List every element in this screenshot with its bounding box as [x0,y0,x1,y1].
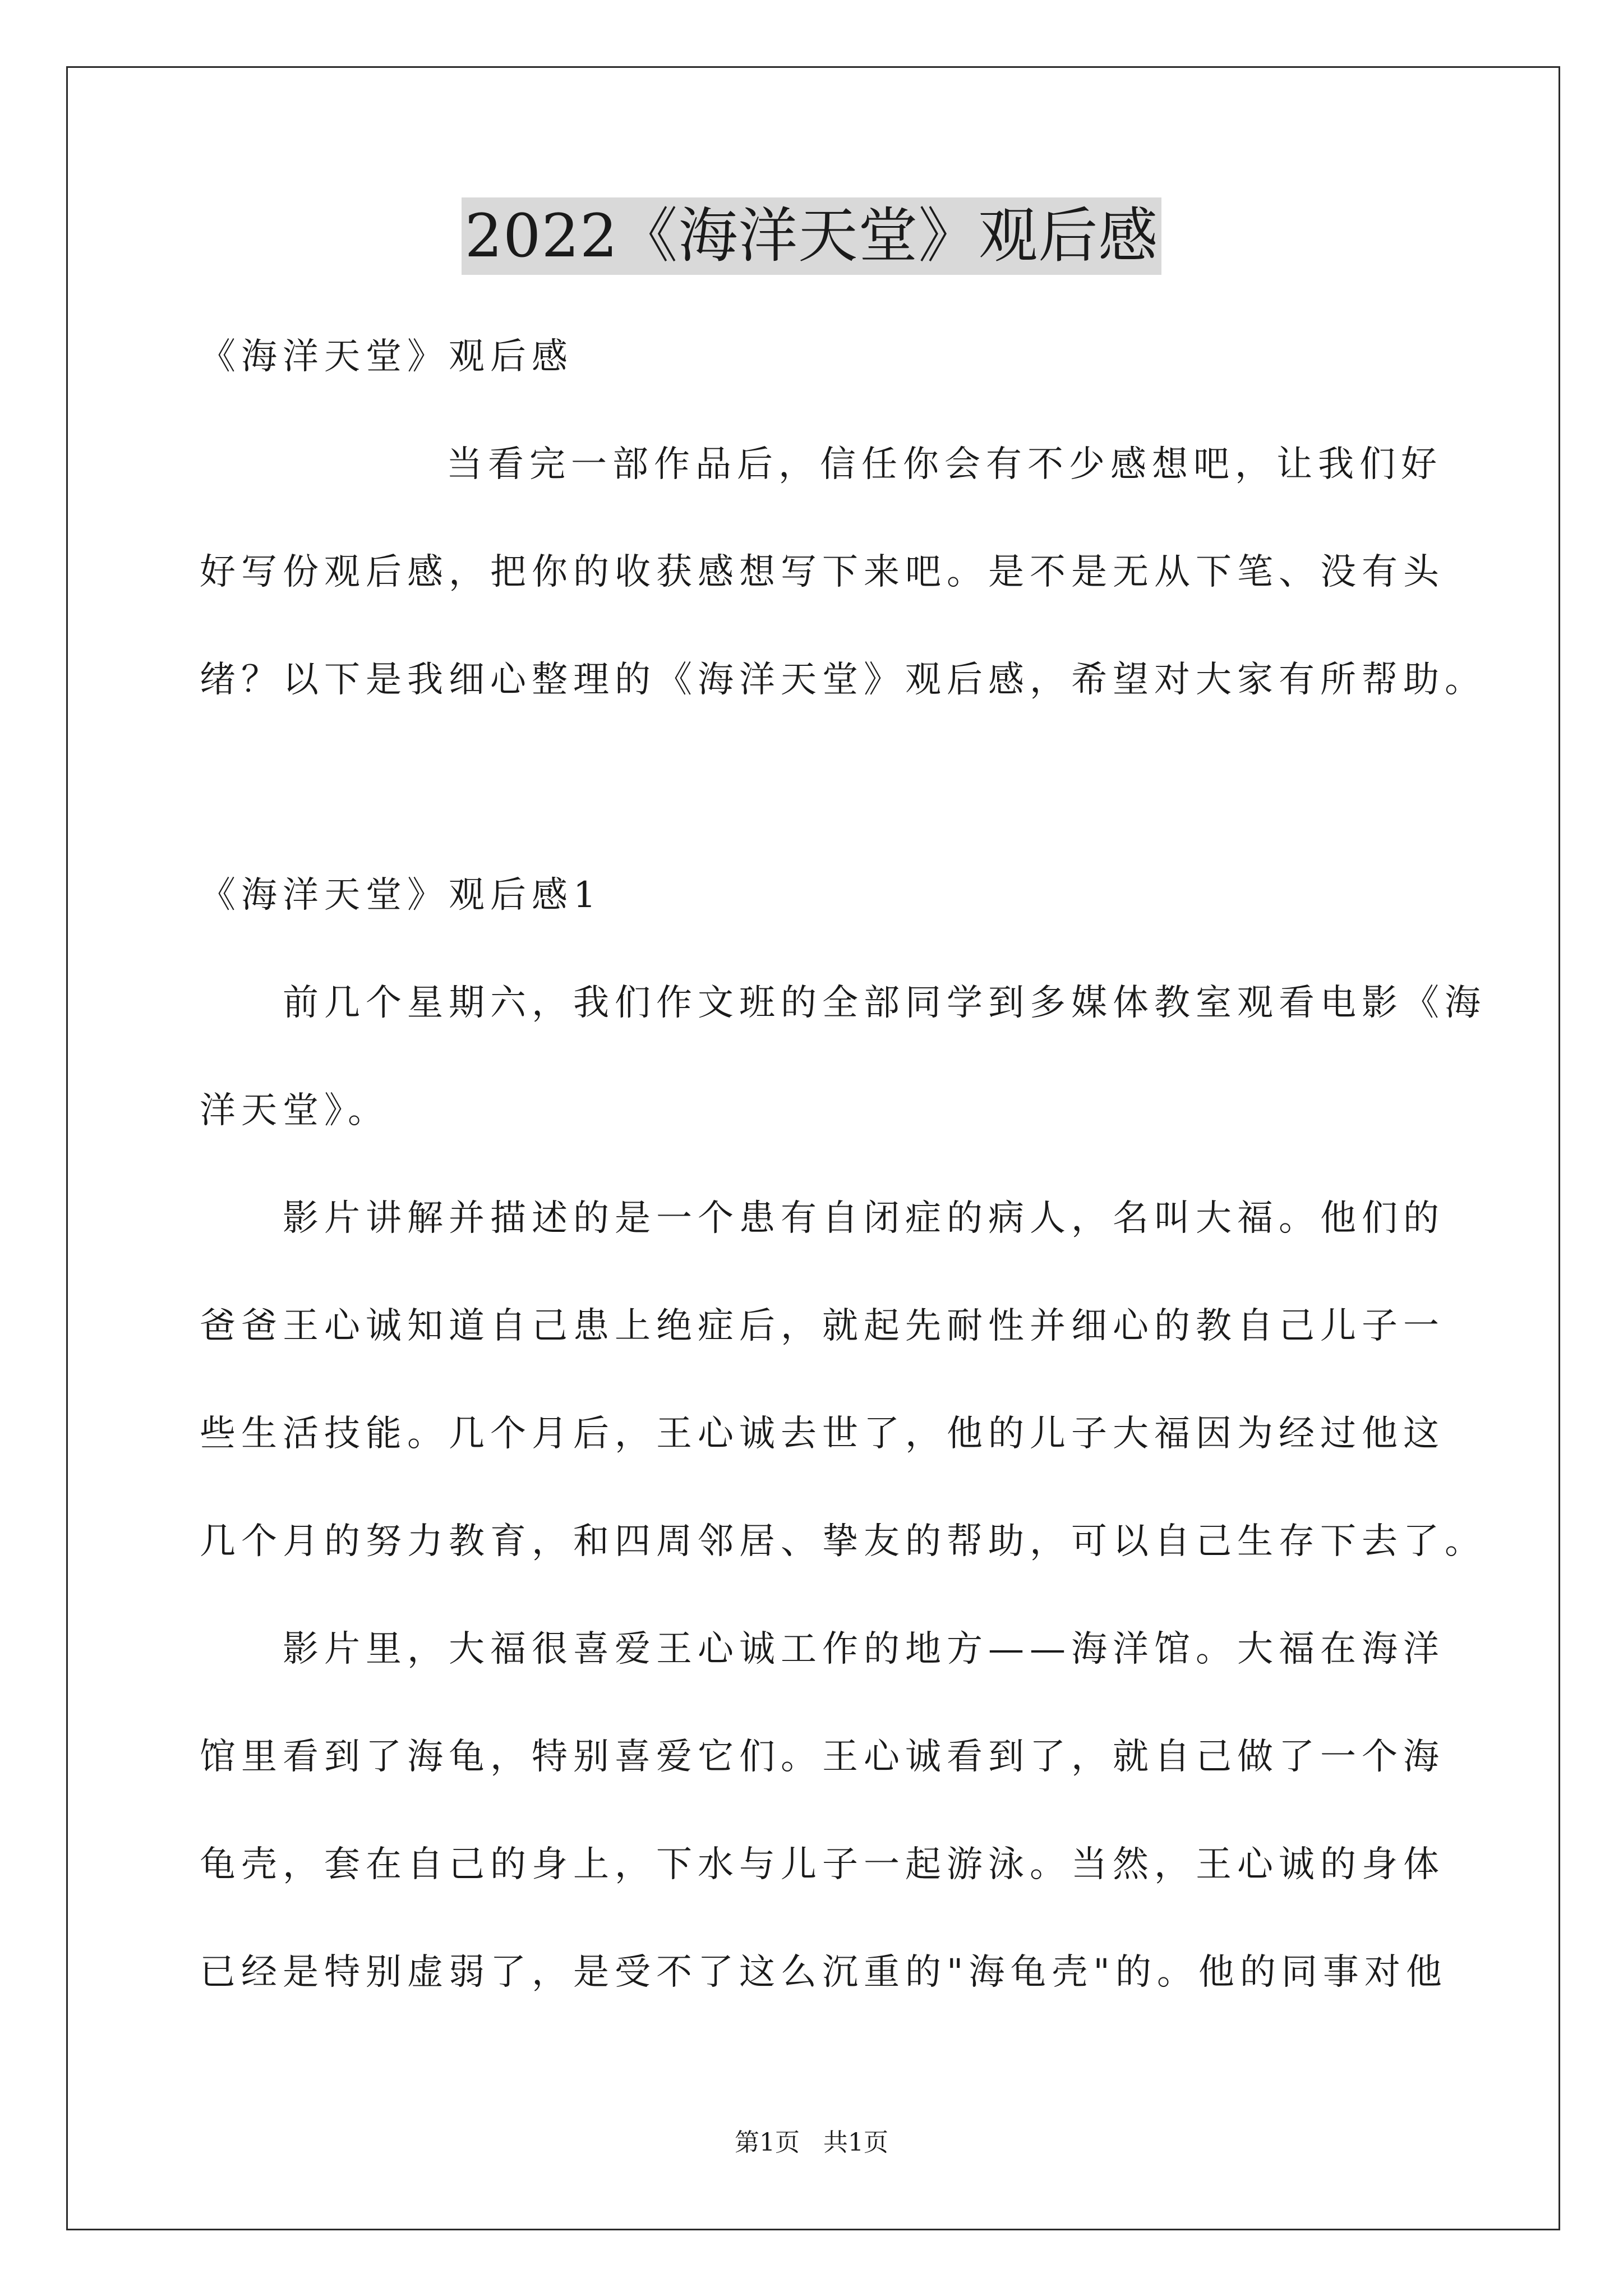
paragraph-1-line-1: 前几个星期六，我们作文班的全部同学到多媒体教室观看电影《海 [283,982,1486,1024]
section-heading-1: 《海洋天堂》观后感1 [200,875,602,916]
paragraph-3-line-3: 龟壳，套在自己的身上，下水与儿子一起游泳。当然，王心诚的身体 [200,1844,1445,1885]
subtitle-heading: 《海洋天堂》观后感 [200,336,573,378]
document-body [200,303,1486,2026]
intro-line-1: 当看完一部作品后，信任你会有不少感想吧，让我们好 [446,444,1442,485]
paragraph-1-line-2: 洋天堂》。 [200,1090,389,1131]
intro-line-2: 好写份观后感，把你的收获感想写下来吧。是不是无从下笔、没有头 [200,551,1445,593]
page-number: 第1页 [735,2128,800,2157]
paragraph-2-line-1: 影片讲解并描述的是一个患有自闭症的病人，名叫大福。他们的 [283,1198,1445,1239]
intro-line-3: 绪？以下是我细心整理的《海洋天堂》观后感，希望对大家有所帮助。 [200,659,1486,701]
paragraph-3-line-4: 已经是特别虚弱了，是受不了这么沉重的"海龟壳"的。他的同事对他 [200,1952,1447,1993]
paragraph-2-line-2: 爸爸王心诚知道自己患上绝症后，就起先耐性并细心的教自己儿子一 [200,1305,1445,1347]
paragraph-3-line-2: 馆里看到了海龟，特别喜爱它们。王心诚看到了，就自己做了一个海 [200,1736,1445,1778]
paragraph-2-line-4: 几个月的努力教育，和四周邻居、挚友的帮助，可以自己生存下去了。 [200,1521,1486,1562]
page-footer [0,2126,1623,2160]
paragraph-2-line-3: 些生活技能。几个月后，王心诚去世了，他的儿子大福因为经过他这 [200,1413,1445,1455]
blank-line [200,734,1433,841]
page-count: 共1页 [823,2128,888,2157]
title-container [0,197,1623,275]
document-title: 2022《海洋天堂》观后感 [462,197,1162,275]
paragraph-3-line-1: 影片里，大福很喜爱王心诚工作的地方——海洋馆。大福在海洋 [283,1628,1445,1670]
